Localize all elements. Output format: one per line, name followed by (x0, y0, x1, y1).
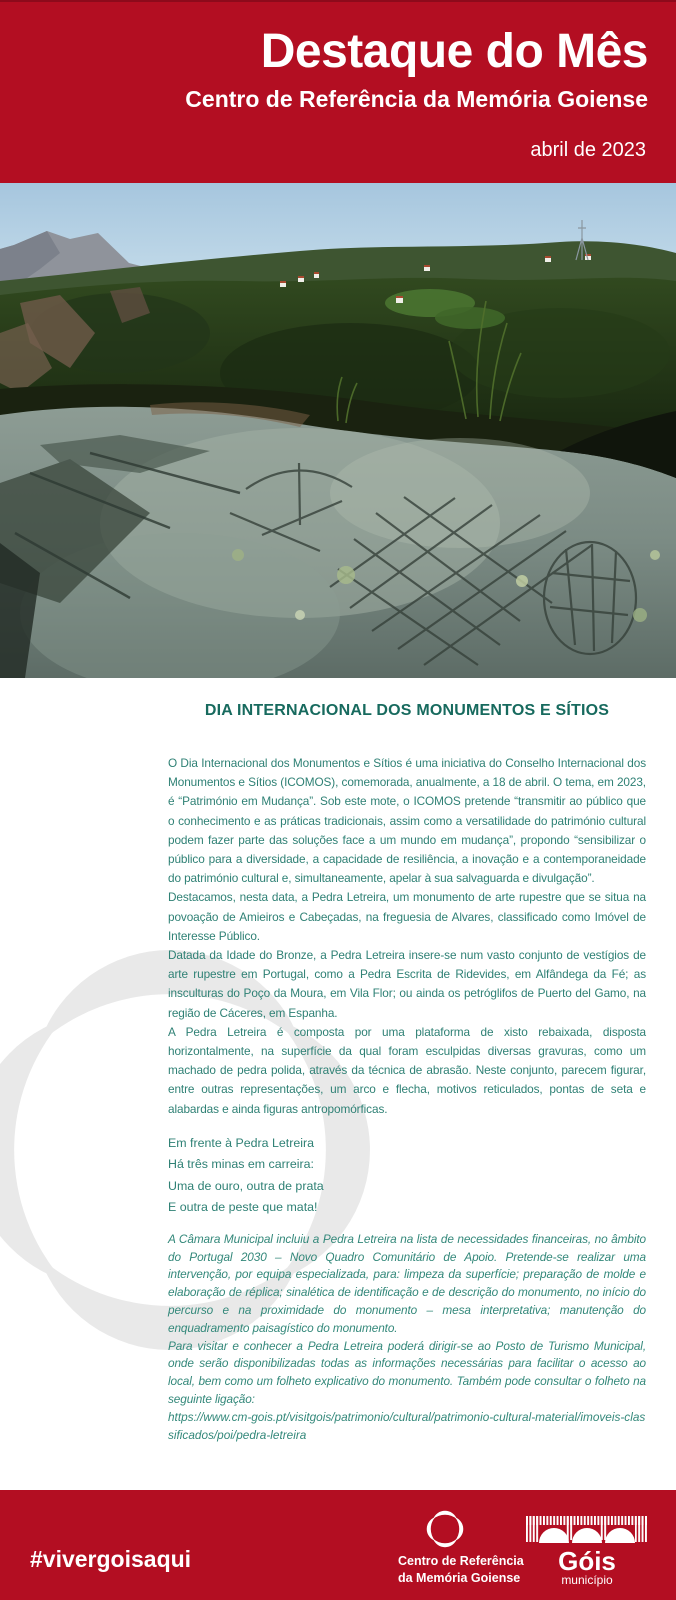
pedra-letreira-link[interactable]: https://www.cm-gois.pt/visitgois/patrimonio/cultural/patrimonio-cultural-material/imoveis-classificados/poi/pedra-letreira (168, 1409, 646, 1442)
municipal-notes (168, 1231, 646, 1409)
article-heading: DIA INTERNACIONAL DOS MONUMENTOS E SÍTIOS (204, 702, 610, 719)
landscape-photo-illustration (0, 183, 676, 678)
centro-logo-text-line1: Centro de Referência (398, 1554, 524, 1568)
poem-line: Em frente à Pedra Letreira (168, 1135, 315, 1150)
centro-logo-text-line2: da Memória Goiense (398, 1571, 521, 1585)
article-paragraph: O Dia Internacional dos Monumentos e Sítios é uma iniciativa do Conselho Internacional dos Monumentos e Sítios (ICOMOS), comemorada, anualmente, a 18 de abril. O tema, em 2023, é “Património em Mudança”. Sob este mote, o ICOMOS pretende “transmitir ao público que o conhecimento e as práticas tradicionais, assim como a versatilidade do património cultural podem fazer parte das soluções face a um mundo em mudança”, propondo “sensibilizar o público para a diversidade, a capacidade de resiliência, a inovação e a contemporaneidade do património cultural e, simultaneamente, apelar à sua salvaguarda e divulgação”. (168, 756, 646, 886)
gois-logo-subtitle: município (561, 1573, 613, 1587)
issue-date: abril de 2023 (530, 139, 646, 161)
article-paragraph: A Pedra Letreira é composta por uma plataforma de xisto rebaixada, disposta horizontalmente, na superfície da qual foram esculpidas diversas gravuras, como um machado de pedra polida, através da técnica de abrasão. Neste conjunto, parecem figurar, entre outras representações, um arco e flecha, motivos reticulados, pontas de seta e alabardas e ainda figuras antropomórficas. (168, 1024, 646, 1116)
footer-banner (0, 1490, 676, 1600)
poem-line: Há três minas em carreira: (168, 1157, 314, 1172)
poem (168, 1133, 646, 1219)
article (168, 672, 646, 1444)
header-banner (0, 0, 676, 183)
note-paragraph: A Câmara Municipal incluiu a Pedra Letreira na lista de necessidades financeiras, no âmbito do Portugal 2030 – Novo Quadro Comunitário de Apoio. Pretende-se realizar uma intervenção, por equipa especializada, para: limpeza da superfície; preparação de molde e elaboração de réplica; sinalética de identificação e de descrição do monumento, no início do percurso e na proximidade do monumento – mesa interpretativa; manutenção do enquadramento paisagístico do monumento. (168, 1231, 646, 1335)
centro-referencia-logo (398, 1508, 524, 1587)
page-title: Destaque do Mês (260, 25, 648, 78)
hashtag-vivergoisaqui: #vivergoisaqui (30, 1546, 192, 1572)
gois-municipio-logo (524, 1516, 650, 1587)
article-paragraph: Destacamos, nesta data, a Pedra Letreira, um monumento de arte rupestre que se situa na povoação de Amieiros e Cabeçadas, na freguesia de Alvares, classificado como Imóvel de Interesse Público. (168, 890, 646, 943)
centro-referencia-clover-icon (424, 1508, 466, 1550)
article-paragraph: Datada da Idade do Bronze, a Pedra Letreira insere-se num vasto conjunto de vestígios de arte rupestre em Portugal, como a Pedra Escrita de Ridevides, em Alfândega da Fé; as insculturas do Poço da Moura, em Vila Flor; ou ainda os petróglifos de Puerto del Gamo, na região de Cáceres, em Espanha. (168, 948, 646, 1020)
pedra-letreira-photo (0, 183, 676, 678)
poem-line: Uma de ouro, outra de prata (168, 1178, 324, 1193)
poem-line: E outra de peste que mata! (168, 1200, 318, 1215)
gois-logo-name: Góis (558, 1546, 616, 1576)
page-subtitle: Centro de Referência da Memória Goiense (185, 86, 648, 112)
note-paragraph: Para visitar e conhecer a Pedra Letreira poderá dirigir-se ao Posto de Turismo Municipal, onde serão disponibilizadas todas as informações necessárias para facilitar o acesso ao local, bem como um folheto explicativo do monumento. Também pode consultar o folheto na seguinte ligação: (168, 1338, 646, 1407)
gois-bridge-icon (526, 1516, 648, 1544)
article-body (168, 754, 646, 1119)
